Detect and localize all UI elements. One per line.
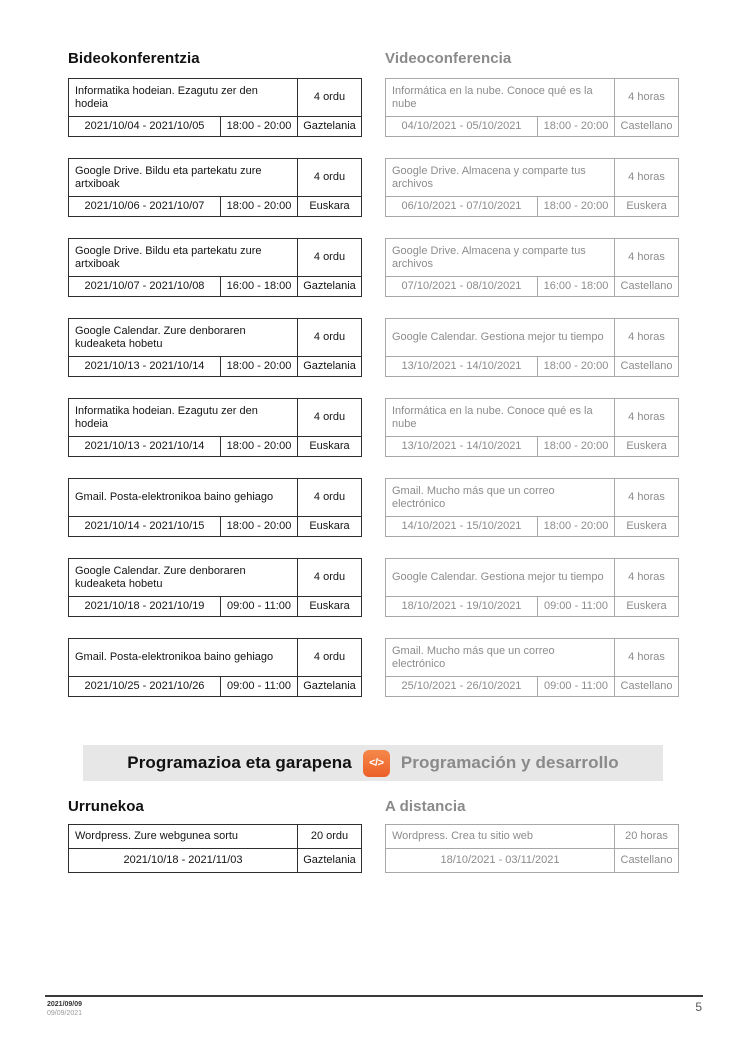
course-table	[68, 398, 362, 457]
course-table	[385, 558, 679, 617]
course-dates: 2021/10/13 - 2021/10/14	[69, 357, 221, 377]
course-table	[385, 238, 679, 297]
footer-divider	[45, 995, 703, 997]
course-time: 18:00 - 20:00	[221, 517, 298, 537]
course-title: Informática en la nube. Conoce qué es la nube	[386, 399, 615, 437]
course-dates: 13/10/2021 - 14/10/2021	[386, 437, 538, 457]
course-title: Google Calendar. Gestiona mejor tu tiempo	[386, 559, 615, 597]
course-table	[68, 318, 362, 377]
course-title: Wordpress. Zure webgunea sortu	[69, 825, 298, 849]
course-title: Informática en la nube. Conoce qué es la nube	[386, 79, 615, 117]
course-title: Google Calendar. Zure denboraren kudeaketa hobetu	[69, 319, 298, 357]
videoconference-column-spanish	[385, 78, 678, 718]
course-time: 18:00 - 20:00	[538, 437, 615, 457]
programming-section-banner	[83, 745, 663, 781]
course-language: Gaztelania	[298, 849, 362, 873]
course-time: 09:00 - 11:00	[538, 677, 615, 697]
course-language: Euskera	[615, 197, 679, 217]
course-dates: 07/10/2021 - 08/10/2021	[386, 277, 538, 297]
course-title: Google Calendar. Zure denboraren kudeaketa hobetu	[69, 559, 298, 597]
course-time: 09:00 - 11:00	[221, 597, 298, 617]
course-table	[68, 158, 362, 217]
course-title: Gmail. Mucho más que un correo electrónico	[386, 479, 615, 517]
course-dates: 2021/10/13 - 2021/10/14	[69, 437, 221, 457]
course-duration: 4 horas	[615, 79, 679, 117]
course-duration: 4 horas	[615, 559, 679, 597]
course-duration: 4 horas	[615, 639, 679, 677]
course-title: Gmail. Mucho más que un correo electrónico	[386, 639, 615, 677]
course-language: Castellano	[615, 277, 679, 297]
course-time: 18:00 - 20:00	[221, 117, 298, 137]
course-time: 09:00 - 11:00	[538, 597, 615, 617]
footer-dates	[47, 1000, 82, 1018]
course-title: Google Drive. Almacena y comparte tus archivos	[386, 159, 615, 197]
course-time: 18:00 - 20:00	[221, 197, 298, 217]
course-time: 18:00 - 20:00	[538, 197, 615, 217]
course-duration: 4 ordu	[298, 319, 362, 357]
course-title: Informatika hodeian. Ezagutu zer den hodeia	[69, 399, 298, 437]
heading-bideokonferentzia: Bideokonferentzia	[68, 50, 200, 67]
course-dates: 2021/10/18 - 2021/10/19	[69, 597, 221, 617]
course-duration: 20 ordu	[298, 825, 362, 849]
course-title: Informatika hodeian. Ezagutu zer den hodeia	[69, 79, 298, 117]
course-language: Gaztelania	[298, 277, 362, 297]
course-title: Gmail. Posta-elektronikoa baino gehiago	[69, 479, 298, 517]
videoconference-tables	[68, 78, 678, 718]
course-table	[385, 824, 679, 873]
course-duration: 4 ordu	[298, 399, 362, 437]
course-duration: 4 ordu	[298, 639, 362, 677]
course-language: Euskara	[298, 437, 362, 457]
course-dates: 2021/10/14 - 2021/10/15	[69, 517, 221, 537]
course-language: Euskara	[298, 517, 362, 537]
course-table	[385, 638, 679, 697]
banner-title-spanish: Programación y desarrollo	[400, 753, 619, 772]
course-language: Euskara	[298, 197, 362, 217]
course-duration: 4 horas	[615, 399, 679, 437]
heading-urrunekoa: Urrunekoa	[68, 798, 144, 815]
course-language: Gaztelania	[298, 117, 362, 137]
course-language: Gaztelania	[298, 677, 362, 697]
programming-tables	[68, 824, 678, 894]
course-duration: 4 ordu	[298, 159, 362, 197]
course-duration: 4 horas	[615, 159, 679, 197]
course-table	[68, 238, 362, 297]
footer-date-primary: 2021/09/09	[47, 1001, 83, 1008]
course-time: 09:00 - 11:00	[221, 677, 298, 697]
course-language: Euskara	[298, 597, 362, 617]
programming-column-basque	[68, 824, 361, 894]
course-table	[385, 318, 679, 377]
course-table	[68, 638, 362, 697]
course-dates: 2021/10/06 - 2021/10/07	[69, 197, 221, 217]
course-dates: 2021/10/18 - 2021/11/03	[69, 849, 298, 873]
course-language: Castellano	[615, 677, 679, 697]
course-table	[385, 78, 679, 137]
course-title: Google Drive. Bildu eta partekatu zure artxiboak	[69, 239, 298, 277]
code-icon: </>	[363, 750, 390, 777]
course-dates: 14/10/2021 - 15/10/2021	[386, 517, 538, 537]
course-time: 18:00 - 20:00	[221, 437, 298, 457]
course-table	[385, 398, 679, 457]
course-dates: 2021/10/07 - 2021/10/08	[69, 277, 221, 297]
course-duration: 4 ordu	[298, 79, 362, 117]
course-title: Google Drive. Almacena y comparte tus archivos	[386, 239, 615, 277]
course-dates: 25/10/2021 - 26/10/2021	[386, 677, 538, 697]
page-content	[68, 50, 678, 894]
course-table	[68, 478, 362, 537]
programming-headings	[68, 798, 678, 824]
page-number: 5	[695, 1000, 702, 1014]
banner-title-basque: Programazioa eta garapena	[127, 753, 352, 772]
course-duration: 4 ordu	[298, 239, 362, 277]
course-title: Gmail. Posta-elektronikoa baino gehiago	[69, 639, 298, 677]
course-duration: 4 horas	[615, 319, 679, 357]
course-language: Euskera	[615, 437, 679, 457]
heading-a-distancia: A distancia	[385, 798, 466, 815]
course-duration: 4 horas	[615, 239, 679, 277]
course-language: Castellano	[615, 117, 679, 137]
course-duration: 4 ordu	[298, 559, 362, 597]
course-table	[385, 158, 679, 217]
course-duration: 4 ordu	[298, 479, 362, 517]
course-table	[385, 478, 679, 537]
course-language: Euskera	[615, 517, 679, 537]
course-dates: 2021/10/25 - 2021/10/26	[69, 677, 221, 697]
videoconference-column-basque	[68, 78, 361, 718]
course-duration: 4 horas	[615, 479, 679, 517]
course-language: Gaztelania	[298, 357, 362, 377]
course-table	[68, 558, 362, 617]
course-time: 18:00 - 20:00	[538, 517, 615, 537]
course-time: 16:00 - 18:00	[221, 277, 298, 297]
course-dates: 2021/10/04 - 2021/10/05	[69, 117, 221, 137]
course-language: Euskera	[615, 597, 679, 617]
course-title: Google Drive. Bildu eta partekatu zure artxiboak	[69, 159, 298, 197]
course-time: 18:00 - 20:00	[538, 357, 615, 377]
course-time: 16:00 - 18:00	[538, 277, 615, 297]
videoconference-headings	[68, 50, 678, 78]
course-title: Wordpress. Crea tu sitio web	[386, 825, 615, 849]
heading-videoconferencia: Videoconferencia	[385, 50, 512, 67]
course-language: Castellano	[615, 357, 679, 377]
course-dates: 04/10/2021 - 05/10/2021	[386, 117, 538, 137]
course-table	[68, 78, 362, 137]
course-time: 18:00 - 20:00	[538, 117, 615, 137]
course-dates: 18/10/2021 - 19/10/2021	[386, 597, 538, 617]
footer-date-secondary: 09/09/2021	[47, 1010, 83, 1017]
course-title: Google Calendar. Gestiona mejor tu tiempo	[386, 319, 615, 357]
course-dates: 06/10/2021 - 07/10/2021	[386, 197, 538, 217]
course-dates: 18/10/2021 - 03/11/2021	[386, 849, 615, 873]
course-table	[68, 824, 362, 873]
course-duration: 20 horas	[615, 825, 679, 849]
course-dates: 13/10/2021 - 14/10/2021	[386, 357, 538, 377]
course-time: 18:00 - 20:00	[221, 357, 298, 377]
course-language: Castellano	[615, 849, 679, 873]
programming-column-spanish	[385, 824, 678, 894]
